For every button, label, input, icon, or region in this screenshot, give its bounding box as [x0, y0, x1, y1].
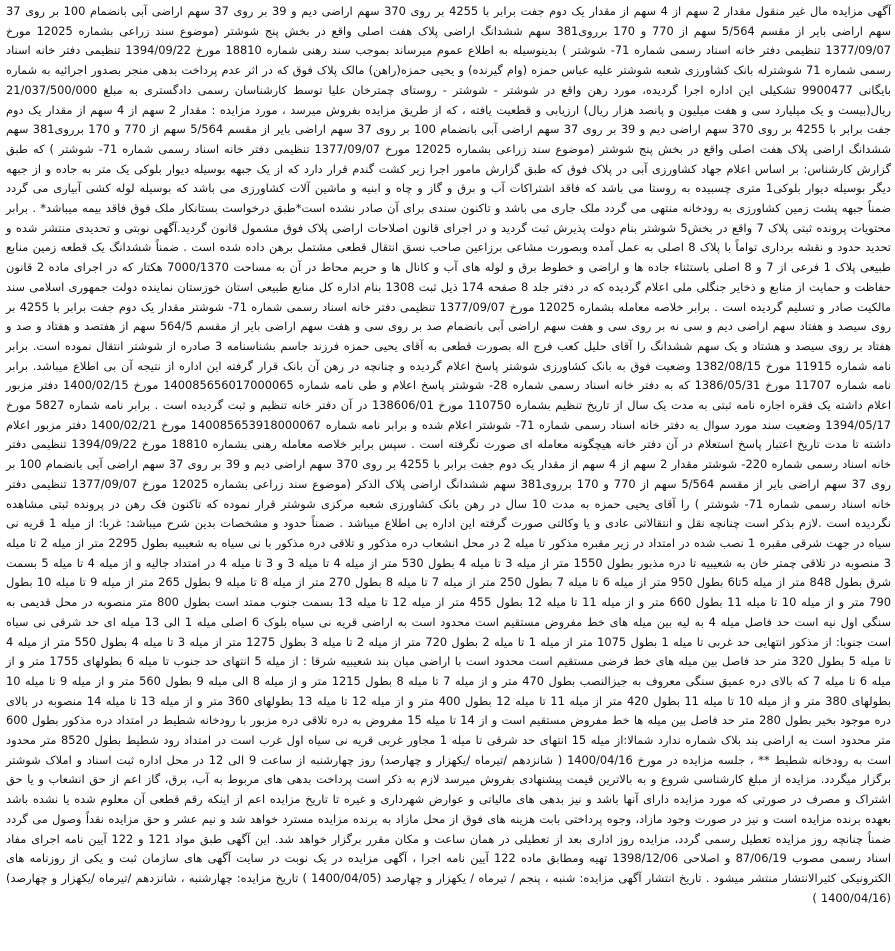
auction-notice-text: آگهی مزایده مال غیر منقول مقدار 2 سهم از 4 سهم از مقدار یک دوم جفت برابر با 4255 بر روی 370 سهم اراضی دیم و 39 بر روی 37 سهم اراضی آبی بانضمام 100 بر روی 37 سهم اراضی بایر از مقسم 5/564 سهم از 770 و 170 برروی381 سهم ششدانگ اراضی پلاک هفت اصلی واقع در بخش پنج شوشتر (موضوع سند زراعی بشماره 12025 مورخ 1377/09/07 تنظیمی دفتر خانه اسناد رسمی شماره 71- شوشتر ) بدینوسیله به اطلاع عموم میرساند بموجب سند رهنی شماره 18810 مورخ 1394/09/22 تنظیمی دفتر خانه اسناد رسمی شماره 71 شوشترله بانک کشاورزی شعبه شوشتر علیه عباس حمزه (وام گیرنده) و یحیی حمزه(راهن) مالک پلاک فوق که در اثر عدم پرداخت بدهی منجر بصدور اجرائیه به شماره بایگانی 9900477 تشکیلی این اداره اجرا گردیده، مورد رهن واقع در شوشتر - شوشتر - روستای چمترخان علیا توسط کارشناسان رسمی دادگستری به مبلغ 21/037/500/000 ریال(بیست و یک میلیارد سی و هفت میلیون و پانصد هزار ریال) ارزیابی و قطعیت یافته ، که از طریق مزایده بفروش میرسد ، مورد مزایده : مقدار 2 سهم از 4 سهم از مقدار یک دوم جفت برابر با 4255 بر روی 370 سهم اراضی دیم و 39 بر روی 37 سهم اراضی آبی بانضمام 100 بر روی 37 سهم اراضی بایر از مقسم 5/564 سهم از 770 و 170 برروی381 سهم ششدانگ اراضی پلاک هفت اصلی واقع در بخش پنج شوشتر (موضوع سند زراعی بشماره 12025 مورخ 1377/09/07 تنظیمی دفتر خانه اسناد رسمی شماره 71- شوشتر ) که طبق گزارش کارشناس: بر اساس اعلام جهاد کشاورزی آبی در پلاک فوق که طبق گزارش مامور اجرا زیر کشت گندم قرار دارد که از یک جبهه بوسیله دیوار بلوکی یک متر به جاده و از جبهه دیگر بوسیله دیوار بلوکی1 متری چسبیده به روستا می باشد که فاقد اشتراکات آب و برق و گاز و چاه و ابنیه و ماشین آلات کشاورزی می باشد که بوسیله لوله کشی آبیاری می گردد ضمناً جبهه پشت زمین کشاورزی به رودخانه منتهی می گردد ملک جاری می باشد و تاکنون سندی برای آن صادر نشده است*طبق درخواست بستانکار ملک فوق فاقد بیمه میباشد* . برابر محتویات پرونده ثبتی پلاک 7 واقع در بخش5 شوشتر بنام دولت پذیرش ثبت گردید و در اجرای قانون اصلاحات اراضی پلاک فوق مشمول قانون گردید.آگهی نوبتی و تحدیدی منتشر شده و تحدید حدود و نقشه برداری تواماً با پلاک 8 اصلی به عمل آمده وبصورت مشاعی برزاعین صاحب نسق انتقال قطعی مشتمل برهن داده شده است . ضمناً ششدانگ یک قطعه زمین منابع طبیعی پلاک 1 فرعی از 7 و 8 اصلی باستثناء جاده ها و اراضی و خطوط برق و لوله های آب و کانال ها و حریم محاط در آن به مساحت 7000/1370 هکتار که در اجرای ماده 2 قانون حفاظت و حمایت از منابع و ذخایر جنگلی ملی اعلام گردیده که در دفتر جلد 8 صفحه 174 ذیل ثبت 1308 بنام اداره کل منابع طبیعی استان خوزستان نماینده دولت جمهوری اسلامی سند مالکیت صادر و تسلیم گردیده است . برابر خلاصه معامله بشماره 12025 مورخ 1377/09/07 تنظیمی دفتر خانه اسناد رسمی شماره 71- شوشتر مقدار یک دوم جفت برابر با 4255 بر روی سیصد و هفتاد سهم اراضی دیم و سی نه بر روی سی و هفت سهم اراضی آبی بانضمام صد بر روی سی و هفت سهم اراضی بایر از مقسم 564/5 سهم از هفتصد و هفتاد و صد و هفتاد بر روی سیصد و هشتاد و یک سهم ششدانگ را آقای حلیل کعب فرج اله بصورت قطعی به آقای یحیی حمزه فرزند جاسم بشناسنامه 3 صادره از شوشتر انتقال نموده است. برابر نامه شماره 11915 مورخ 1382/08/15 وضعیت فوق به بانک کشاورزی شوشتر پاسخ اعلام گردیده و چنانچه در رهن آن بانک قرار گرفته این اداره از نتیجه آن بی اطلاع میباشد. برابر نامه شماره 11707 مورخ 1386/05/31 که به دفتر خانه اسناد رسمی شماره 28- شوشتر پاسخ اعلام و طی نامه شماره 140085656017000065 مورخ 1400/02/15 دفتر مزبور اعلام داشته یک فقره اجاره نامه ثبتی به مدت یک سال از تاریخ تنظیم بشماره 110750 مورخ 138606/01 در آن دفتر خانه تنظیم و ثبت گردیده است . برابر نامه شماره 5827 مورخ 1394/05/17 وضعیت سند مورد سوال به دفتر خانه اسناد رسمی شماره 71- شوشتر اعلام شده و برابر نامه شماره 140085653918000067 مورخ 1400/02/21 دفتر مزبور اعلام داشته تا مدت تاریخ اعتبار پاسخ استعلام در آن دفتر خانه هیچگونه معامله ای صورت نگرفته است . سپس برابر خلاصه معامله رهنی بشماره 18810 مورخ 1394/09/22 تنظیمی دفتر خانه اسناد رسمی شماره 220- شوشتر مقدار 2 سهم از 4 سهم از مقدار یک دوم جفت برابر با 4255 بر روی 370 سهم اراضی دیم و 39 بر روی 37 سهم اراضی آبی بانضمام 100 بر روی 37 سهم اراضی بایر از مقسم 5/564 سهم از 770 و 170 برروی381 سهم ششدانگ اراضی پلاک الذکر (موضوع سند زراعی بشماره 12025 مورخ 1377/09/07 تنظیمی دفتر خانه اسناد رسمی شماره 71- شوشتر ) را آقای یحیی حمزه به مدت 10 سال در رهن بانک کشاورزی شعبه مرکزی شوشتر قرار نموده که تاکنون فک رهن در پرونده ثبتی مشاهده نگردیده است .لازم بذکر است چنانچه نقل و انتقالاتی عادی و یا وکالتی صورت گرفته این اداره بی اطلاع میباشد . ضمناً حدود و مشخصات بدین شرح میباشد: غربا: از میله 1 قریه نی سیاه در جهت شرقی مقبره 1 نصب شده در امتداد در زیر مقبره مذکور تا میله 2 در محل انشعاب دره مذکور و تلاقی دره مذکور با نی سیاه به شعیبیه بطول 2295 متر از میله 2 تا میله 3 منصوبه در تلاقی چمتر خان به شعیبیه تا دره مذبور بطول 1550 متر از میله 3 تا میله 4 بطول 530 متر از میله 4 تا میله 3 و 3 تا میله 4 در امتداد جالیه و از میله 4 تا میله 5 بسمت شرق بطول 848 متر از میله 5تا6 بطول 950 متر از میله 6 تا میله 7 بطول 250 متر از میله 7 تا میله 8 بطول 270 متر از میله 8 تا میله 9 بطول 265 متر از میله 9 تا میله 10 بطول 790 متر و از میله 10 تا میله 11 بطول 660 متر و از میله 11 تا میله 12 بطول 455 متر از میله 12 تا میله 13 بسمت جنوب ممتد است بطول 800 متر منصوبه در محل قدیمی به سنگی اول نیه است حد فاصل میله 4 به لیه بین میله های خط مفروض مستقیم است محدود است به اراضی قریه نی سیاه بلوک 6 اصلی میله 1 الی 13 میله ای حد شرقی نی سیاه است جنوبا: از مذکور انتهایی حد غربی تا میله 1 بطول 1075 متر از میله 1 تا میله 2 بطول 720 متر از میله 2 تا میله 3 بطول 1275 متر از میله 3 تا میله 4 بطول 550 متر از میله 4 تا میله 5 بطول 320 متر حد فاصل بین میله های خط فرضی مستقیم است محدود است با اراضی میان بند شعیبیه شرقا : از میله 5 انتهای حد جنوب تا میله 6 بطولهای 1755 متر و از میله 6 تا میله 7 که بالای دره عمیق سنگی معروف به جیزالنصب بطول 470 متر و از میله 7 تا میله 8 بطول 1215 متر و از میله 8 الی میله 9 بطول 560 متر و از میله 9 تا میله 10 بطولهای 380 متر و از میله 10 تا میله 11 بطول 420 متر از میله 11 تا میله 12 بطول 400 متر و از میله 12 تا میله 13 بطولهای 360 متر و از میله 13 تا میله 14 منصوبه در بالای دره موجود بخیر بطول 280 متر حد فاصل بین میله ها خط مفروض مستقیم است و از 14 تا میله 15 مفروض به دره تلاقی دره مزبور با رودخانه شطیط در امتداد دره مذکور بطول 600 متر محدود است به اراضی بند بلاک شماره ندارد شمالا:از میله 15 انتهای حد شرقی تا میله 1 مجاور غربی قریه نی سیاه اول غرب است در امتداد رود شطیط بطول 8520 متر محدود است به رودخانه شطیط ** ، جلسه مزایده در مورخ 1400/04/16 ( شانزدهم /تیرماه /یکهزار و چهارصد) روز چهارشنبه از ساعت 9 الی 12 در محل اداره ثبت اسناد و املاک شوشتر برگزار میگردد. مزایده از مبلغ کارشناسی شروع و به بالاترین قیمت پیشنهادی بفروش میرسد لازم به ذکر است پرداخت بدهی های مربوط به آب، برق، گاز اعم از حق انشعاب و یا حق اشتراک و مصرف در صورتی که مورد مزایده دارای آنها باشد و نیز بدهی های مالیاتی و عوارض شهرداری و غیره تا تاریخ مزایده اعم از اینکه رقم قطعی آن معلوم شده یا نشده باشد بعهده برنده مزایده است و نیز در صورت وجود مازاد، وجوه پرداختی بابت هزینه های فوق از محل مازاد به برنده مزایده مسترد خواهد شد و نیم عشر و حق مزایده نقداً وصول می گردد ضمناً چنانچه روز مزایده تعطیل رسمی گردد، مزایده روز اداری بعد از تعطیلی در همان ساعت و مکان مقرر برگزار خواهد شد. این آگهی طبق مواد 121 و 122 آیین نامه اجرای مفاد اسناد رسمی مصوب 87/06/19 و اصلاحی 1398/12/06 تهیه ومطابق ماده 122 آیین نامه اجرا ، آگهی مزایده در یک نوبت در سایت آگهی های سازمان ثبت و یکی از روزنامه های الکترونیکی کثیرالانتشار منتشر میشود . تاریخ انتشار آگهی مزایده: شنبه ، پنجم / تیرماه / یکهزار و چهارصد (1400/04/05 ) تاریخ مزایده: چهارشنبه ، شانزدهم /تیرماه /یکهزار و چهارصد) (1400/04/16 ) [6, 4, 892, 905]
